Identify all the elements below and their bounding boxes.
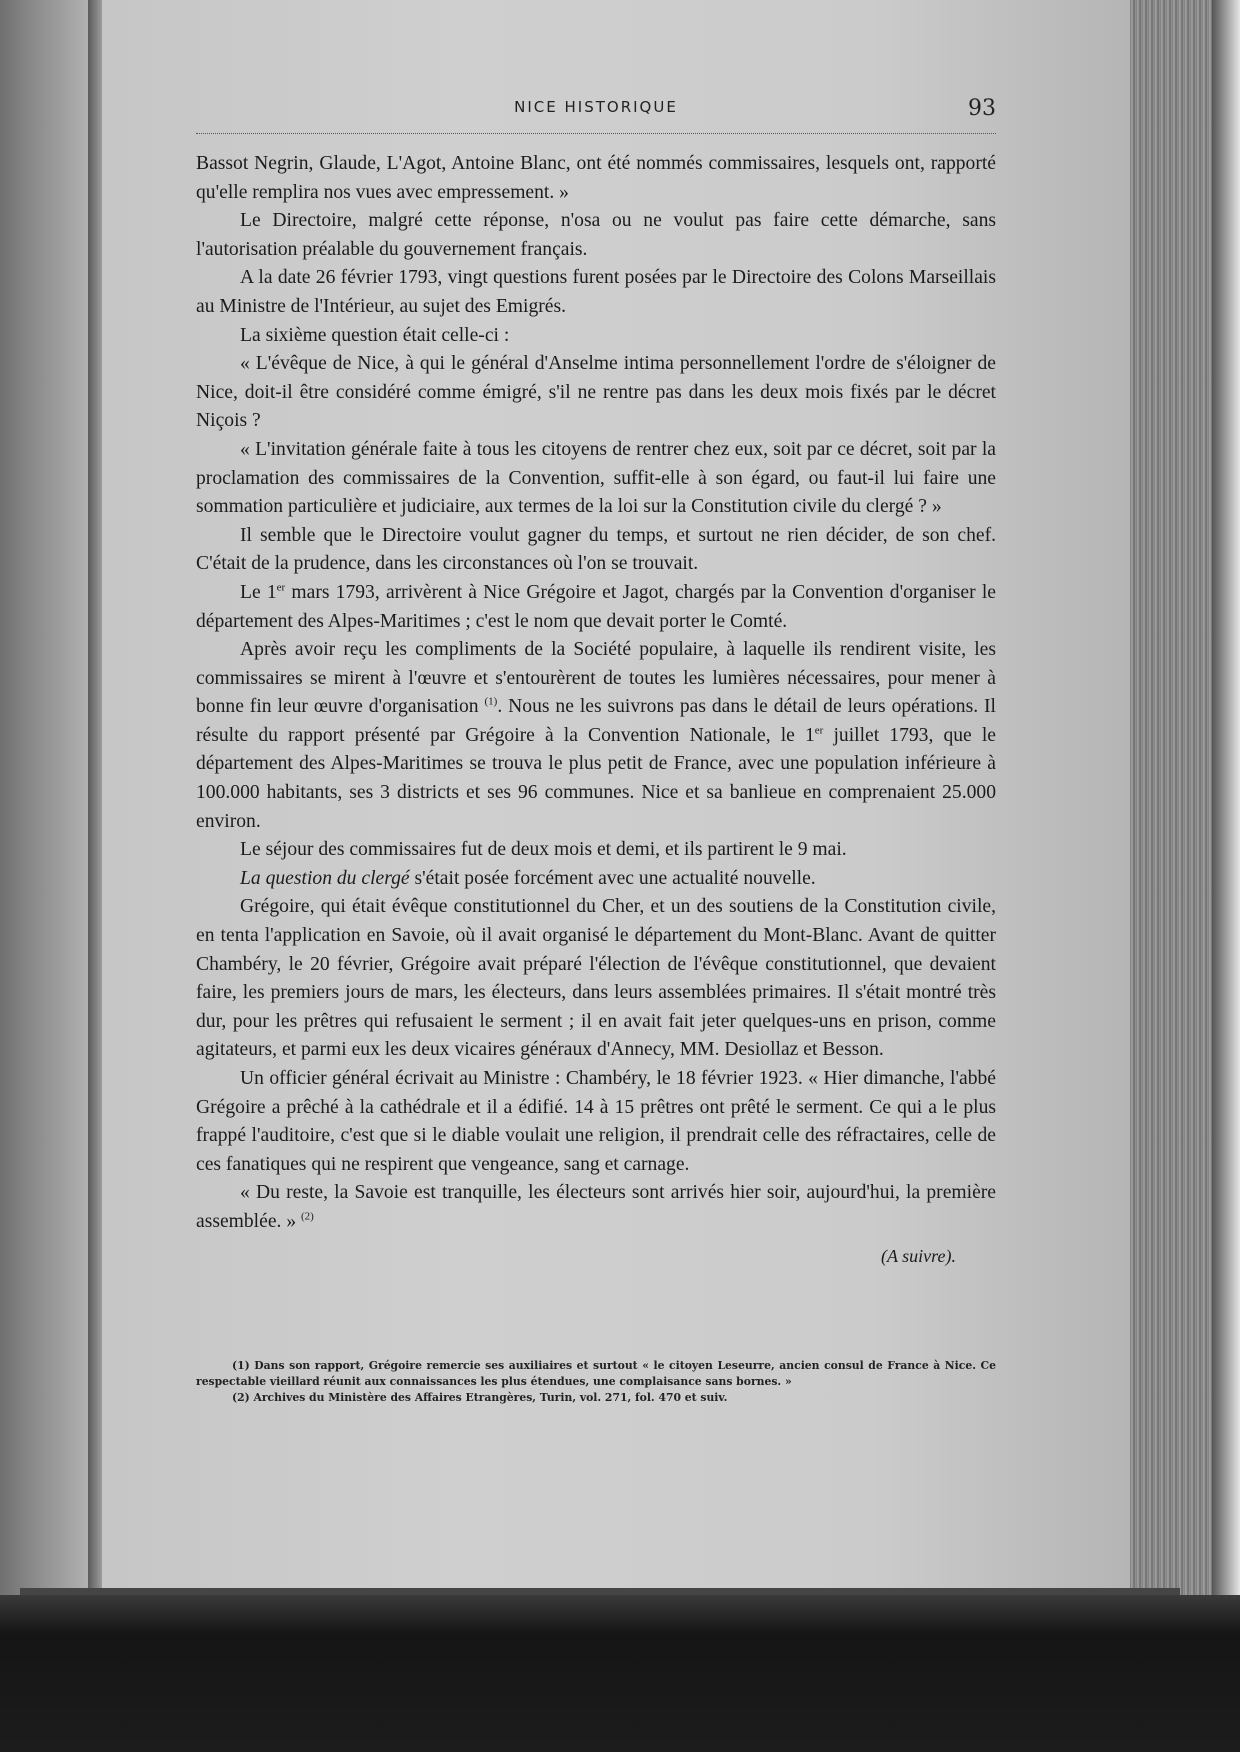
text-run: . Nous ne les suivrons pas dans le détail de leurs opérations. Il résulte du rapport présenté par Grégoire à la Convention Nationale, le 1	[196, 696, 996, 746]
book-cover-edge	[1212, 0, 1240, 1600]
text-run: Le 1	[240, 581, 277, 603]
paragraph: « L'évêque de Nice, à qui le général d'Anselme intima personnellement l'ordre de s'éloigner de Nice, doit-il être considéré comme émigré, s'il ne rentre pas dans les deux mois fixés par le décret Niçois ?	[196, 353, 996, 432]
paragraph	[196, 636, 996, 836]
running-header	[196, 96, 996, 126]
article-body	[196, 150, 996, 1269]
paragraph: Il semble que le Directoire voulut gagner du temps, et surtout ne rien décider, de son chef. C'était de la prudence, dans les circonstances où l'on se trouvait.	[196, 524, 996, 575]
superscript: er	[276, 581, 286, 594]
scan-left-margin	[0, 0, 96, 1595]
paragraph: Un officier général écrivait au Ministre : Chambéry, le 18 février 1923. « Hier dimanche, l'abbé Grégoire a prêché à la cathédrale et il a édifié. 14 à 15 prêtres ont prêté le serment. Ce qui a le plus frappé l'auditoire, c'est que si le diable voulait une religion, il prendrait celle des réfractaires, celle de ces fanatiques qui ne respirent que vengeance, sang et carnage.	[196, 1068, 996, 1175]
paragraph: Le Directoire, malgré cette réponse, n'osa ou ne voulut pas faire cette démarche, sans l'autorisation préalable du gouvernement français.	[196, 210, 996, 260]
paragraph	[196, 1179, 996, 1236]
text-run: Après avoir reçu les compliments de la Société populaire, à laquelle ils rendirent visite, les commissaires se mirent à l'œuvre et s'entourèrent de toutes les lumières nécessaires, pour mener à bonne fin leur œuvre d'organisation	[196, 639, 996, 718]
book-gutter	[88, 0, 102, 1595]
text-run: s'était posée forcément avec une actualité nouvelle.	[409, 867, 816, 889]
italic-phrase: La question du clergé	[240, 867, 410, 889]
footnote: (2) Archives du Ministère des Affaires Etrangères, Turin, vol. 271, fol. 470 et suiv.	[232, 1391, 728, 1404]
paragraph: Le séjour des commissaires fut de deux mois et demi, et ils partirent le 9 mai.	[240, 839, 847, 861]
paragraph: « L'invitation générale faite à tous les citoyens de rentrer chez eux, soit par ce décret, soit par la proclamation des commissaires de la Convention, suffit-elle à son égard, ou faut-il lui faire une sommation particulière et judiciaire, aux termes de la loi sur la Constitution civile du clergé ? »	[196, 438, 996, 518]
text-run: « Du reste, la Savoie est tranquille, les électeurs sont arrivés hier soir, aujourd'hui, la première assemblée. »	[196, 1182, 996, 1232]
paragraph: Grégoire, qui était évêque constitutionnel du Cher, et un des soutiens de la Constitution civile, en tenta l'application en Savoie, où il avait organisé le département du Mont-Blanc. Avant de quitter Chambéry, le 20 février, Grégoire avait préparé l'élection de l'évêque constitutionnel, que devaient faire, les premiers jours de mars, les électeurs, dans leurs assemblées primaires. Il s'était montré très dur, pour les prêtres qui refusaient le serment ; il en avait fait jeter quelques-uns en prison, comme agitateurs, et parmi eux les deux vicaires généraux d'Annecy, MM. Desiollaz et Besson.	[196, 896, 996, 1061]
paragraph: Bassot Negrin, Glaude, L'Agot, Antoine Blanc, ont été nommés commissaires, lesquels ont, rapporté qu'elle remplira nos vues avec empressement. »	[196, 153, 996, 203]
footnote-ref: (1)	[484, 695, 498, 708]
paragraph: La sixième question était celle-ci :	[240, 324, 510, 346]
text-run: mars 1793, arrivèrent à Nice Grégoire et Jagot, chargés par la Convention d'organiser le département des Alpes-Maritimes ; c'est le nom que devait porter le Comté.	[196, 581, 996, 632]
page-number: 93	[968, 96, 996, 121]
footnote-ref: (2)	[301, 1210, 314, 1223]
superscript: er	[814, 724, 824, 737]
to-be-continued: (A suivre).	[881, 1245, 956, 1266]
paragraph	[196, 579, 996, 636]
paragraph: A la date 26 février 1793, vingt questions furent posées par le Directoire des Colons Marseillais au Ministre de l'Intérieur, au sujet des Emigrés.	[196, 267, 996, 317]
header-rule	[196, 133, 996, 134]
footnotes	[196, 1358, 996, 1406]
running-title: NICE HISTORIQUE	[514, 98, 678, 116]
footnote: (1) Dans son rapport, Grégoire remercie ses auxiliaires et surtout « le citoyen Leseurre, ancien consul de France à Nice. Ce respectable vieillard réunit aux connaissances les plus étendues, une complaisance sans bornes. »	[196, 1359, 996, 1388]
scan-bottom-background	[0, 1595, 1240, 1752]
text-run: juillet 1793, que le département des Alpes-Maritimes se trouva le plus petit de France, avec une population inférieure à 100.000 habitants, ses 3 districts et ses 96 communes. Nice et sa banlieue en comprenaient 25.000 environ.	[196, 724, 997, 832]
paragraph	[196, 865, 996, 894]
